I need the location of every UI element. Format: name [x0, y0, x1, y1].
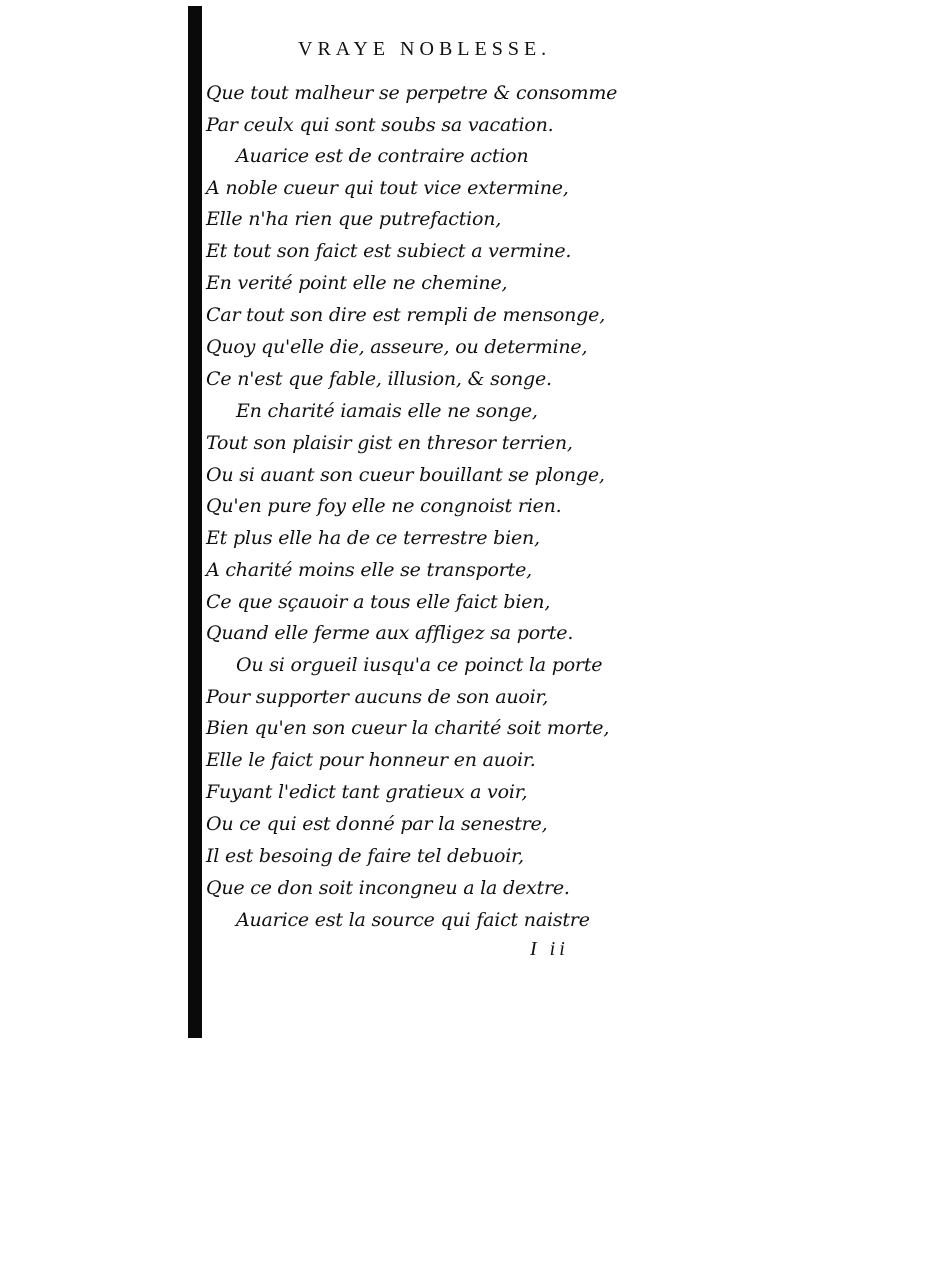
verse-line: Elle n'ha rien que putrefaction,: [206, 208, 502, 230]
verse-line: Ou si orgueil iusqu'a ce poinct la porte: [236, 654, 603, 676]
verse-line: Que ce don soit incongneu a la dextre.: [206, 877, 570, 899]
verse-line: Il est besoing de faire tel debuoir,: [206, 845, 524, 867]
verse-line: Elle le faict pour honneur en auoir.: [206, 749, 536, 771]
verse-line: Que tout malheur se perpetre & consomme: [206, 82, 618, 104]
verse-line: Quoy qu'elle die, asseure, ou determine,: [206, 336, 588, 358]
verse-line: Ou ce qui est donné par la senestre,: [206, 813, 548, 835]
verse-line: A charité moins elle se transporte,: [206, 559, 532, 581]
verse-line: Qu'en pure foy elle ne congnoist rien.: [206, 495, 562, 517]
page-binding-edge: [188, 6, 202, 1038]
verse-line: Tout son plaisir gist en thresor terrien,: [206, 432, 573, 454]
verse-line: Quand elle ferme aux affligez sa porte.: [206, 622, 574, 644]
verse-line: A noble cueur qui tout vice extermine,: [206, 177, 569, 199]
verse-line: Ou si auant son cueur bouillant se plonge,: [206, 464, 605, 486]
verse-line: Et plus elle ha de ce terrestre bien,: [206, 527, 540, 549]
verse-line: Ce que sçauoir a tous elle faict bien,: [206, 591, 551, 613]
verse-line: Bien qu'en son cueur la charité soit morte,: [206, 717, 610, 739]
verse-line: Et tout son faict est subiect a vermine.: [206, 240, 572, 262]
running-head: VRAYE NOBLESSE.: [298, 38, 552, 60]
verse-line: En verité point elle ne chemine,: [206, 272, 508, 294]
verse-line: Fuyant l'edict tant gratieux a voir,: [206, 781, 528, 803]
signature-mark: I ii: [530, 938, 569, 960]
verse-line: Ce n'est que fable, illusion, & songe.: [206, 368, 552, 390]
verse-line: Pour supporter aucuns de son auoir,: [206, 686, 549, 708]
verse-line: Auarice est de contraire action: [236, 145, 529, 167]
verse-line: Car tout son dire est rempli de mensonge,: [206, 304, 606, 326]
verse-line: Par ceulx qui sont soubs sa vacation.: [206, 114, 554, 136]
verse-line: En charité iamais elle ne songe,: [236, 400, 538, 422]
verse-line: Auarice est la source qui faict naistre: [236, 909, 590, 931]
